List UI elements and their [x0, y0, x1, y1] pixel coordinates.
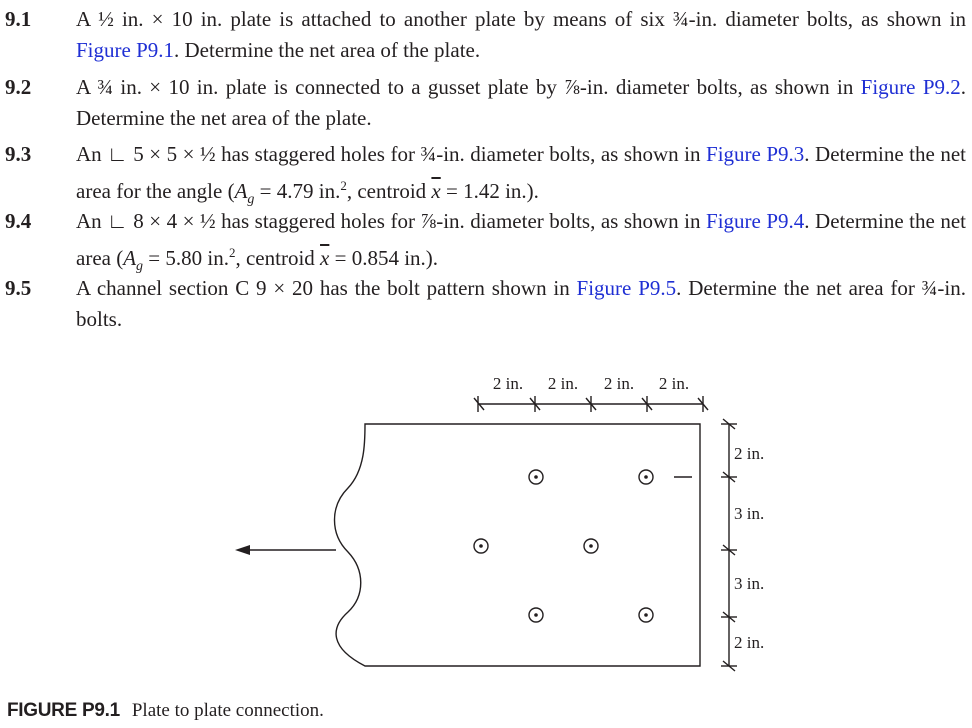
problem-text: A ½ in. × 10 in. plate is attached to another plate by means of six ¾-in. diameter bolts, as shown in Figure P9.1. Determine the net area of the plate.: [76, 7, 966, 62]
problem-number: 9.3: [5, 142, 32, 166]
problem-number: 9.1: [5, 7, 32, 31]
top-dimension-label: 2 in.: [547, 374, 579, 393]
problem-number: 9.2: [5, 75, 32, 99]
right-dimension-label: 2 in.: [734, 444, 765, 463]
right-dimension-label: 2 in.: [734, 633, 765, 652]
arrowhead: [235, 545, 250, 555]
right-dimension-label: 3 in.: [734, 504, 765, 523]
problem-text: An ∟ 5 × 5 × ½ has staggered holes for ¾-in. diameter bolts, as shown in Figure P9.3. Determine the net area for the angle ($A_g = 4.79$ in.$^2$, centroid $\overline{x} = 1.42$ in.).: [76, 142, 966, 208]
top-dimension-label: 2 in.: [492, 374, 524, 393]
caption-label: FIGURE P9.1: [7, 700, 120, 721]
top-dimension-label: 2 in.: [603, 374, 635, 393]
problem-text: A ¾ in. × 10 in. plate is connected to a gusset plate by ⅞-in. diameter bolts, as shown in Figure P9.2. Determine the net area of the plate.: [76, 75, 967, 130]
problem-number: 9.4: [5, 209, 32, 233]
top-dimension-label: 2 in.: [658, 374, 690, 393]
figure-link-p9-1[interactable]: Figure P9.1: [76, 38, 175, 62]
figure-link-p9-3[interactable]: Figure P9.3: [706, 142, 805, 166]
problem-number: 9.5: [5, 276, 32, 300]
caption-text: Plate to plate connection.: [131, 700, 324, 721]
figure-link-p9-5[interactable]: Figure P9.5: [576, 276, 677, 300]
figure-caption: [7, 700, 324, 722]
figure-link-p9-2[interactable]: Figure P9.2: [860, 75, 961, 99]
figure-link-p9-4[interactable]: Figure P9.4: [706, 209, 805, 233]
bolt-holes: [474, 470, 653, 622]
problem-text: A channel section C 9 × 20 has the bolt pattern shown in Figure P9.5. Determine the net area for ¾-in. bolts.: [76, 276, 966, 331]
problem-text: An ∟ 8 × 4 × ½ has staggered holes for ⅞-in. diameter bolts, as shown in Figure P9.4. Determine the net area ($A_g = 5.80$ in.$^2$, centroid $\overline{x} = 0.854$ in.).: [76, 209, 966, 275]
plate-outline: [335, 424, 701, 666]
right-dimension-label: 3 in.: [734, 574, 765, 593]
